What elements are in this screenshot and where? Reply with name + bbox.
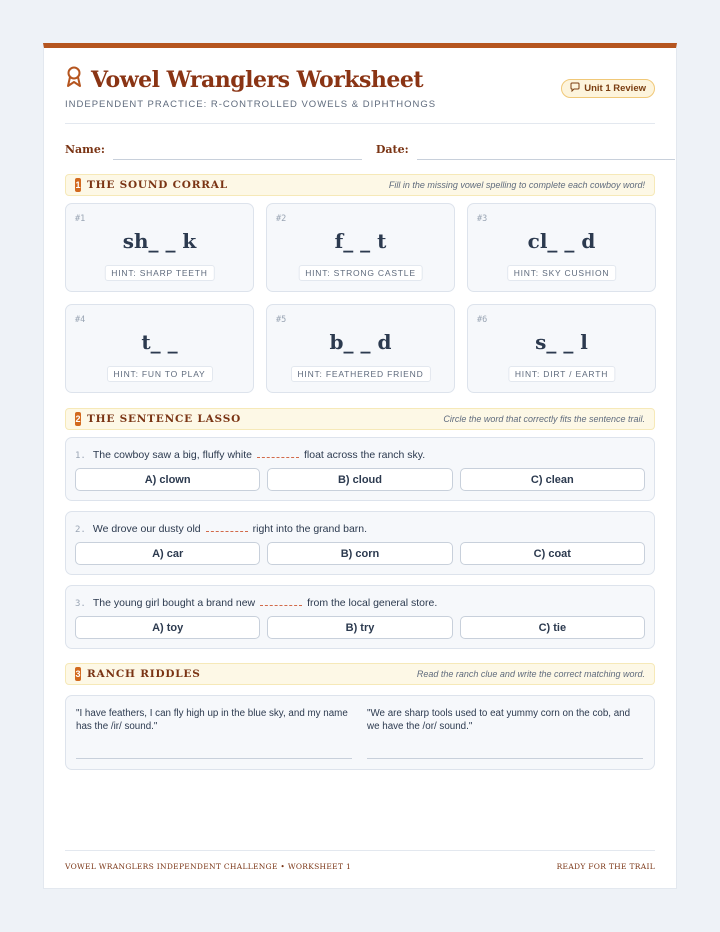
riddle-answer-line[interactable] bbox=[76, 758, 352, 759]
word-card bbox=[467, 304, 656, 393]
footer-left: VOWEL WRANGLERS INDEPENDENT CHALLENGE • WORKSHEET 1 bbox=[65, 862, 352, 871]
word-card bbox=[266, 304, 455, 393]
word-card bbox=[467, 203, 656, 292]
answer-options bbox=[75, 542, 645, 565]
question-after: right into the grand barn. bbox=[252, 523, 368, 535]
student-info-row bbox=[65, 138, 655, 160]
answer-options bbox=[75, 616, 645, 639]
option-button[interactable]: C) clean bbox=[460, 468, 645, 491]
card-word: t_ _ bbox=[141, 330, 178, 354]
card-word: b_ _ d bbox=[329, 330, 392, 354]
card-number: #6 bbox=[477, 315, 488, 325]
riddle-text: "We are sharp tools used to eat yummy corn on the cob, and we have the /or/ sound." bbox=[367, 708, 631, 732]
card-hint: HINT: FEATHERED FRIEND bbox=[290, 366, 430, 382]
footer-divider bbox=[65, 850, 655, 851]
footer-right: READY FOR THE TRAIL bbox=[556, 862, 655, 871]
riddles-box bbox=[65, 695, 655, 770]
card-number: #1 bbox=[75, 214, 86, 224]
question-after: float across the ranch sky. bbox=[303, 449, 426, 461]
question-before: We drove our dusty old bbox=[92, 523, 201, 535]
page-subtitle: INDEPENDENT PRACTICE: R-CONTROLLED VOWELS & DIPHTHONGS bbox=[65, 99, 437, 110]
date-field bbox=[376, 138, 675, 160]
option-button[interactable]: C) tie bbox=[460, 616, 645, 639]
section-number: 2 bbox=[75, 414, 81, 424]
answer-options bbox=[75, 468, 645, 491]
question-number: 1. bbox=[75, 451, 86, 461]
question-text bbox=[75, 522, 367, 535]
option-button[interactable]: A) car bbox=[75, 542, 260, 565]
card-hint: HINT: SHARP TEETH bbox=[104, 265, 214, 281]
card-number: #3 bbox=[477, 214, 488, 224]
option-button[interactable]: C) coat bbox=[460, 542, 645, 565]
word-card-grid bbox=[65, 203, 655, 393]
question-number: 2. bbox=[75, 525, 86, 535]
card-word: f_ _ t bbox=[334, 229, 387, 253]
card-word: cl_ _ d bbox=[527, 229, 596, 253]
word-card bbox=[266, 203, 455, 292]
section-header-ranch-riddles bbox=[65, 663, 655, 685]
section-number: 3 bbox=[75, 669, 81, 679]
question-number: 3. bbox=[75, 599, 86, 609]
name-field bbox=[65, 138, 362, 160]
section-instruction: Circle the word that correctly fits the sentence trail. bbox=[443, 414, 645, 424]
question-before: The cowboy saw a big, fluffy white bbox=[92, 449, 252, 461]
card-hint: HINT: FUN TO PLAY bbox=[106, 366, 212, 382]
ribbon-icon bbox=[65, 66, 83, 93]
question-block bbox=[65, 511, 655, 575]
option-button[interactable]: A) toy bbox=[75, 616, 260, 639]
question-after: from the local general store. bbox=[307, 597, 438, 609]
card-number: #5 bbox=[276, 315, 287, 325]
section-instruction: Read the ranch clue and write the correct matching word. bbox=[416, 669, 645, 679]
card-word: sh_ _ k bbox=[122, 229, 197, 253]
riddle-answer-line[interactable] bbox=[367, 758, 643, 759]
section-number: 1 bbox=[75, 180, 81, 190]
section-header-sentence-lasso bbox=[65, 408, 655, 430]
answer-blank bbox=[260, 596, 302, 606]
card-hint: HINT: STRONG CASTLE bbox=[298, 265, 423, 281]
section-title: THE SENTENCE LASSO bbox=[87, 413, 242, 425]
option-button[interactable]: A) clown bbox=[75, 468, 260, 491]
section-instruction: Fill in the missing vowel spelling to complete each cowboy word! bbox=[388, 180, 645, 190]
word-card bbox=[65, 304, 254, 393]
question-block bbox=[65, 585, 655, 649]
name-label: Name: bbox=[65, 143, 105, 156]
date-label: Date: bbox=[375, 143, 409, 156]
question-text bbox=[75, 596, 437, 609]
question-before: The young girl bought a brand new bbox=[92, 597, 256, 609]
section-title: THE SOUND CORRAL bbox=[87, 179, 228, 191]
option-button[interactable]: B) corn bbox=[267, 542, 452, 565]
card-number: #2 bbox=[276, 214, 287, 224]
question-block bbox=[65, 437, 655, 501]
option-button[interactable]: B) cloud bbox=[267, 468, 452, 491]
card-hint: HINT: SKY CUSHION bbox=[507, 265, 617, 281]
name-input-line[interactable] bbox=[113, 140, 362, 160]
worksheet-header bbox=[65, 66, 655, 126]
section-header-sound-corral bbox=[65, 174, 655, 196]
card-hint: HINT: DIRT / EARTH bbox=[508, 366, 615, 382]
riddle-text: "I have feathers, I can fly high up in the blue sky, and my name has the /ir/ sound." bbox=[76, 708, 348, 732]
answer-blank bbox=[257, 448, 299, 458]
unit-badge-label: Unit 1 Review bbox=[584, 83, 646, 94]
answer-blank bbox=[206, 522, 248, 532]
unit-badge bbox=[561, 79, 655, 98]
speech-bubble-icon bbox=[570, 82, 580, 95]
word-card bbox=[65, 203, 254, 292]
question-text bbox=[75, 448, 425, 461]
worksheet-page bbox=[43, 43, 677, 889]
page-title: Vowel Wranglers Worksheet bbox=[91, 66, 424, 93]
section-title: RANCH RIDDLES bbox=[87, 668, 201, 680]
option-button[interactable]: B) try bbox=[267, 616, 452, 639]
header-divider bbox=[65, 123, 655, 124]
date-input-line[interactable] bbox=[417, 140, 675, 160]
card-word: s_ _ l bbox=[535, 330, 588, 354]
card-number: #4 bbox=[75, 315, 86, 325]
